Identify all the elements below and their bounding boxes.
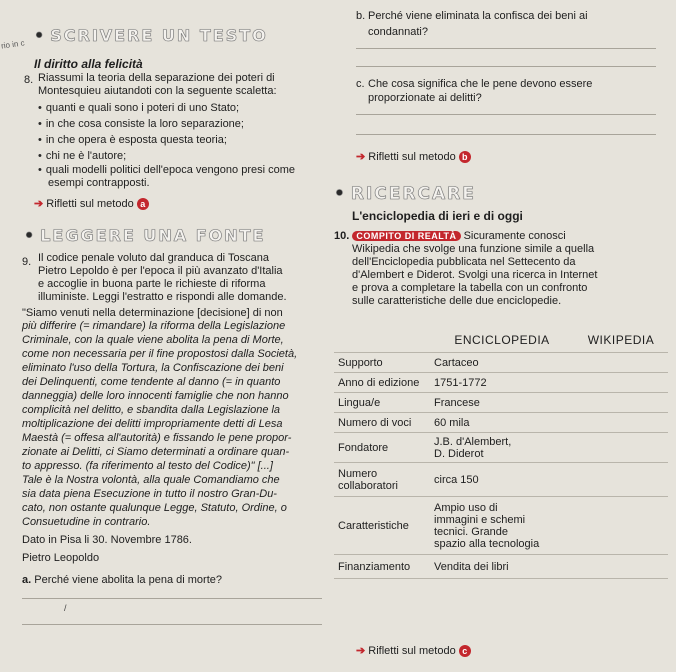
qb-line-2: condannati? — [368, 26, 428, 38]
enciclopedia-cell: J.B. d'Alembert, D. Diderot — [430, 433, 574, 463]
table-header-cell: WIKIPEDIA — [574, 328, 668, 353]
qa-question: a. Perché viene abolita la pena di morte? — [22, 574, 222, 586]
table-row — [334, 353, 668, 373]
quote-line: complicità nel delitto, e sbandita dalla Legislazione la — [22, 404, 281, 416]
qc-line-1: Che cosa significa che le pene devono essere — [368, 78, 593, 90]
decree-date: Dato in Pisa li 30. Novembre 1786. — [22, 534, 192, 546]
q10-line: d'Alembert e Diderot. Svolgi una ricerca in Internet — [352, 269, 598, 281]
quote-line: zionate ai Delitti, ci Siamo determinati a ordinare quan- — [22, 446, 290, 458]
scaletta-item: • in che cosa consiste la loro separazione; — [38, 118, 244, 131]
table-row — [334, 413, 668, 433]
quote-line: cato, non ostante qualunque Legge, Statuto, Ordine, o — [22, 502, 287, 514]
quote-line: più differire (= rimandare) la riforma della Legislazione — [22, 320, 286, 332]
rifletti-metodo-b-link[interactable]: ➔ Rifletti sul metodo b — [356, 151, 471, 164]
rifletti-metodo-a-link[interactable]: ➔ Rifletti sul metodo a — [34, 198, 149, 211]
row-label-cell: Lingua/e — [334, 393, 430, 413]
row-label-cell: Numero collaboratori — [334, 463, 430, 497]
scaletta-item: • quanti e quali sono i poteri di uno Stato; — [38, 102, 239, 115]
enciclopedia-cell: Cartaceo — [430, 353, 574, 373]
wikipedia-answer-cell[interactable] — [574, 373, 668, 393]
row-label-cell: Anno di edizione — [334, 373, 430, 393]
q10-heading: 10. COMPITO DI REALTÀ Sicuramente conosci — [334, 230, 566, 242]
q9-line: e accoglie in buona parte le richieste di riforma — [38, 278, 266, 290]
arrow-right-icon: ➔ — [356, 645, 366, 657]
section-bullet-icon — [34, 26, 50, 45]
quote-line: "Siamo venuti nella determinazione [decisione] di non — [22, 307, 283, 319]
table-row — [334, 393, 668, 413]
qb-line-1: Perché viene eliminata la confisca dei beni ai — [368, 10, 588, 22]
row-label-cell: Fondatore — [334, 433, 430, 463]
wikipedia-answer-cell[interactable] — [574, 555, 668, 579]
wikipedia-answer-cell[interactable] — [574, 463, 668, 497]
wikipedia-answer-cell[interactable] — [574, 413, 668, 433]
answer-line — [356, 48, 656, 49]
q9-line: Pietro Lepoldo è per l'epoca il più avanzato d'Italia — [38, 265, 283, 277]
table-row — [334, 555, 668, 579]
quote-line: Criminale, con la quale viene abolita la pena di Morte, — [22, 334, 284, 346]
enciclopedia-cell: circa 150 — [430, 463, 574, 497]
q10-line: dell'Enciclopedia pubblicata nel Settecento da — [352, 256, 576, 268]
q9-line: Il codice penale voluto dal granduca di Toscana — [38, 252, 269, 264]
ricercare-section-title: • RICERCARE — [334, 184, 476, 204]
q8-line-2: Montesquieu aiutandoti con la seguente scaletta: — [38, 85, 277, 97]
encyclopedia-subtitle: L'enciclopedia di ieri e di oggi — [352, 209, 523, 223]
answer-line — [356, 134, 656, 135]
quote-line: Consuetudine in contrario. — [22, 516, 151, 528]
encyclopedia-comparison-table — [334, 328, 668, 579]
q8-label: 8. — [24, 74, 34, 86]
quote-line: sia data piena Esecuzione in tutto il nostro Gran-Du- — [22, 488, 277, 500]
wikipedia-answer-cell[interactable] — [574, 393, 668, 413]
scaletta-item: • in che opera è esposta questa teoria; — [38, 134, 227, 147]
quote-line: Maestà (= offesa all'autorità) e fissando le pene propor- — [22, 432, 292, 444]
rifletti-metodo-c-link[interactable]: ➔ Rifletti sul metodo c — [356, 645, 471, 658]
qc-line-2: proporzionate ai delitti? — [368, 92, 482, 104]
table-header-cell — [334, 328, 430, 353]
quote-line: eliminato l'uso della Tortura, la Confiscazione dei beni — [22, 362, 284, 374]
row-label-cell: Finanziamento — [334, 555, 430, 579]
enciclopedia-cell: Ampio uso di immagini e schemi tecnici. Grande spazio alla tecnologia — [430, 497, 574, 555]
qb-label: b. — [356, 10, 366, 22]
table-row — [334, 463, 668, 497]
q10-line: Wikipedia che svolge una funzione simile a quella — [352, 243, 595, 255]
qc-label: c. — [356, 78, 365, 90]
wikipedia-answer-cell[interactable] — [574, 353, 668, 373]
scaletta-item: • quali modelli politici dell'epoca vengono presi come — [38, 164, 295, 177]
q10-line: sulle caratteristiche delle due enciclopedie. — [352, 295, 562, 307]
method-badge-b: b — [459, 151, 471, 163]
method-badge-a: a — [137, 198, 149, 210]
scaletta-item-continued: esempi contrapposti. — [48, 177, 150, 189]
method-badge-c: c — [459, 645, 471, 657]
table-row — [334, 433, 668, 463]
row-label-cell: Caratteristiche — [334, 497, 430, 555]
row-label-cell: Supporto — [334, 353, 430, 373]
q9-label: 9. — [22, 256, 32, 268]
table-header-cell: ENCICLOPEDIA — [430, 328, 574, 353]
handwriting-mark: / — [64, 603, 67, 613]
enciclopedia-cell: 60 mila — [430, 413, 574, 433]
quote-line: danneggia) delle loro innocenti famiglie che non hanno — [22, 390, 289, 402]
answer-line — [356, 66, 656, 67]
quote-line: come non necessaria per il fine propostosi dalla Società, — [22, 348, 298, 360]
q9-line: illuministe. Leggi l'estratto e rispondi alle domande. — [38, 291, 287, 303]
table-row — [334, 373, 668, 393]
section-bullet-icon — [24, 226, 40, 245]
quote-line: moltiplicazione dei delitti impropriamente detti di Lesa — [22, 418, 283, 430]
table-row — [334, 497, 668, 555]
arrow-right-icon: ➔ — [356, 151, 366, 163]
answer-line — [356, 114, 656, 115]
compito-realta-badge: COMPITO DI REALTÀ — [352, 231, 460, 241]
q8-line-1: Riassumi la teoria della separazione dei poteri di — [38, 72, 275, 84]
decree-signer: Pietro Leopoldo — [22, 552, 100, 564]
section-bullet-icon — [334, 184, 351, 204]
arrow-right-icon: ➔ — [34, 198, 44, 210]
wikipedia-answer-cell[interactable] — [574, 497, 668, 555]
q10-line: e prova a completare la tabella con un confronto — [352, 282, 588, 294]
row-label-cell: Numero di voci — [334, 413, 430, 433]
leggere-section-title: • LEGGERE UNA FONTE — [24, 226, 265, 245]
enciclopedia-cell: Francese — [430, 393, 574, 413]
wikipedia-answer-cell[interactable] — [574, 433, 668, 463]
scaletta-item: • chi ne è l'autore; — [38, 150, 126, 163]
quote-line: Tale è la Nostra volontà, alla quale Comandiamo che — [22, 474, 280, 486]
enciclopedia-cell: 1751-1772 — [430, 373, 574, 393]
enciclopedia-cell: Vendita dei libri — [430, 555, 574, 579]
scrivere-section-title: • SCRIVERE UN TESTO — [34, 26, 268, 45]
answer-line — [22, 598, 322, 599]
diritto-subtitle: Il diritto alla felicità — [34, 57, 143, 71]
margin-note: rio in c — [0, 38, 26, 51]
table-header-row — [334, 328, 668, 353]
answer-line — [22, 624, 322, 625]
quote-line: to appresso. (fa riferimento al testo del Codice)" [...] — [22, 460, 273, 472]
quote-line: dei Delinquenti, come tendente al danno (= in quanto — [22, 376, 281, 388]
